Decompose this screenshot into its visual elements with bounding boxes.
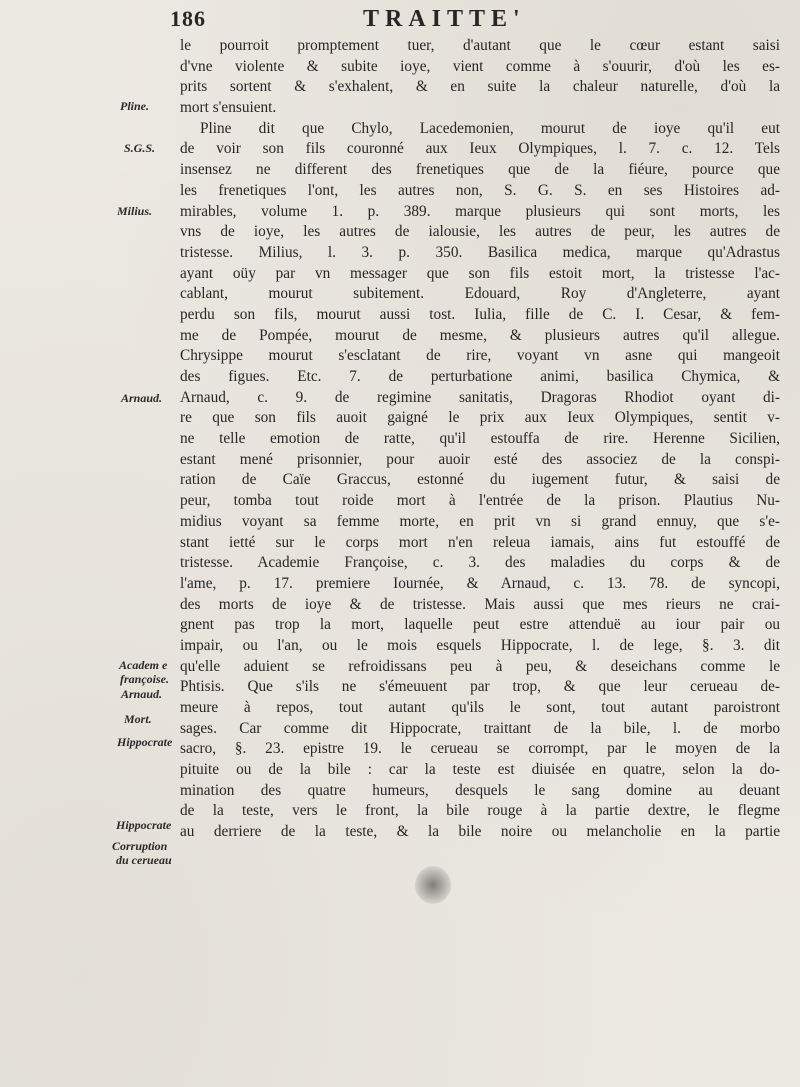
text-line: vns de ioye, les autres de ialousie, les autres de peur, les autres de [180, 223, 780, 241]
text-line: mort s'ensuient. [180, 99, 277, 117]
margin-note-milius: Milius. [117, 204, 153, 218]
text-line: tristesse. Academie Françoise, c. 3. des maladies du corps & de [180, 554, 780, 572]
text-line: Arnaud, c. 9. de regimine sanitatis, Dragoras Rhodiot oyant di- [180, 388, 780, 406]
text-line: Chrysippe mourut s'esclatant de rire, voyant vn asne qui mangeoit [180, 347, 780, 365]
text-line: estant mené prisonnier, pour auoir esté des associez de la conspi- [180, 450, 780, 468]
text-line: le pourroit promptement tuer, d'autant que le cœur estant saisi [180, 37, 780, 54]
text-line: au derriere de la teste, & la bile noire ou melancholie en la partie [180, 823, 780, 841]
text-line: ne telle emotion de ratte, qu'il estouffa de rire. Herenne Sicilien, [180, 430, 780, 448]
text-line: des figues. Etc. 7. de perturbatione animi, basilica Chymica, & [180, 368, 780, 385]
text-line: ration de Caïe Graccus, estonné du iugement futur, & saisi de [180, 471, 780, 489]
margin-note-hippocrate-2: Hippocrate [116, 818, 172, 832]
body-text [180, 36, 780, 843]
text-line: Pline dit que Chylo, Lacedemonien, mourut de ioye qu'il eut [200, 119, 780, 137]
text-line: qu'elle aduient se refroidissans peu à peu, & deseichans comme le [180, 657, 780, 675]
text-line: meure à repos, tout autant qu'ils le sont, tout autant paroistront [180, 699, 780, 716]
margin-note-hippocrate: Hippocrate [117, 735, 173, 749]
text-line: mination des quatre humeurs, desquels le sang domine au deuant [180, 781, 780, 799]
text-line: gnent pas trop la mort, laquelle peut estre attenduë au iour pair ou [180, 616, 780, 634]
margin-notes [0, 0, 180, 1087]
text-line: cablant, mourut subitement. Edouard, Roy d'Angleterre, ayant [180, 285, 780, 303]
margin-note-cerueau: du cerueau [116, 853, 172, 867]
text-line: midius voyant sa femme morte, en prit vn si grand ennuy, que s'e- [180, 512, 780, 530]
margin-note-corruption: Corruption [112, 839, 168, 853]
page-header [170, 6, 700, 32]
text-line: sacro, §. 23. epistre 19. le cerueau se corrompt, par le moyen de la [180, 740, 780, 758]
margin-note-arnaud: Arnaud. [121, 391, 163, 405]
text-line: Phtisis. Que s'ils ne s'émeuuent par trop, & que leur cerueau de- [180, 678, 780, 696]
text-line: perdu son fils, mourut aussi tost. Iulia, fille de C. I. Cesar, & fem- [180, 305, 780, 323]
margin-note-sgs: S.G.S. [124, 141, 156, 155]
text-line: pituite ou de la bile : car la teste est diuisée en quatre, selon la do- [180, 761, 780, 779]
text-line: de voir son fils couronné aux Ieux Olympiques, l. 7. c. 12. Tels [180, 140, 780, 158]
text-line: prits sortent & s'exhalent, & en suite la chaleur naturelle, d'où la [180, 78, 780, 96]
text-line: mirables, volume 1. p. 389. marque plusieurs qui sont morts, les [180, 202, 780, 220]
text-line: re que son fils auoit gaigné le prix aux Ieux Olympiques, sentit v- [180, 409, 780, 427]
text-line: insensez ne different des frenetiques que de la fiéure, pource que [180, 161, 780, 179]
margin-note-pline: Pline. [120, 99, 149, 113]
margin-note-francoise: françoise. [120, 672, 169, 686]
text-line: de la teste, vers le front, la bile rouge à la partie dextre, le flegme [180, 802, 780, 820]
text-line: stant ietté sur le corps mort n'en releua iamais, ains fut estouffé de [180, 533, 780, 551]
text-line: sages. Car comme dit Hippocrate, traittant de la bile, l. de morbo [180, 719, 780, 737]
text-line: d'vne violente & subite ioye, vient comme à s'ouurir, d'où les es- [180, 57, 780, 75]
margin-note-arnaud-2: Arnaud. [121, 687, 163, 701]
ink-stain [415, 866, 451, 904]
text-line: tristesse. Milius, l. 3. p. 350. Basilica medica, marque qu'Adrastus [180, 243, 780, 261]
text-line: impair, ou l'an, ou le mois esquels Hippocrate, l. de lege, §. 3. dit [180, 636, 780, 654]
margin-note-academie: Academ e [119, 658, 168, 672]
margin-note-mort: Mort. [124, 712, 152, 726]
text-line: me de Pompée, mourut de mesme, & plusieurs autres qu'il allegue. [180, 326, 780, 344]
text-line: ayant oüy par vn messager que son fils estoit mort, la tristesse l'ac- [180, 264, 780, 282]
page-number: 186 [170, 6, 206, 31]
text-line: peur, tomba tout roide mort à l'entrée de la prison. Plautius Nu- [180, 492, 780, 510]
text-line: l'ame, p. 17. premiere Iournée, & Arnaud, c. 13. 78. de syncopi, [180, 574, 780, 592]
text-line: des morts de ioye & de tristesse. Mais aussi que mes rieurs ne crai- [180, 595, 780, 613]
text-line: les frenetiques l'ont, les autres non, S. G. S. en ses Histoires ad- [180, 181, 780, 199]
running-title: TRAITTE' [363, 6, 526, 32]
